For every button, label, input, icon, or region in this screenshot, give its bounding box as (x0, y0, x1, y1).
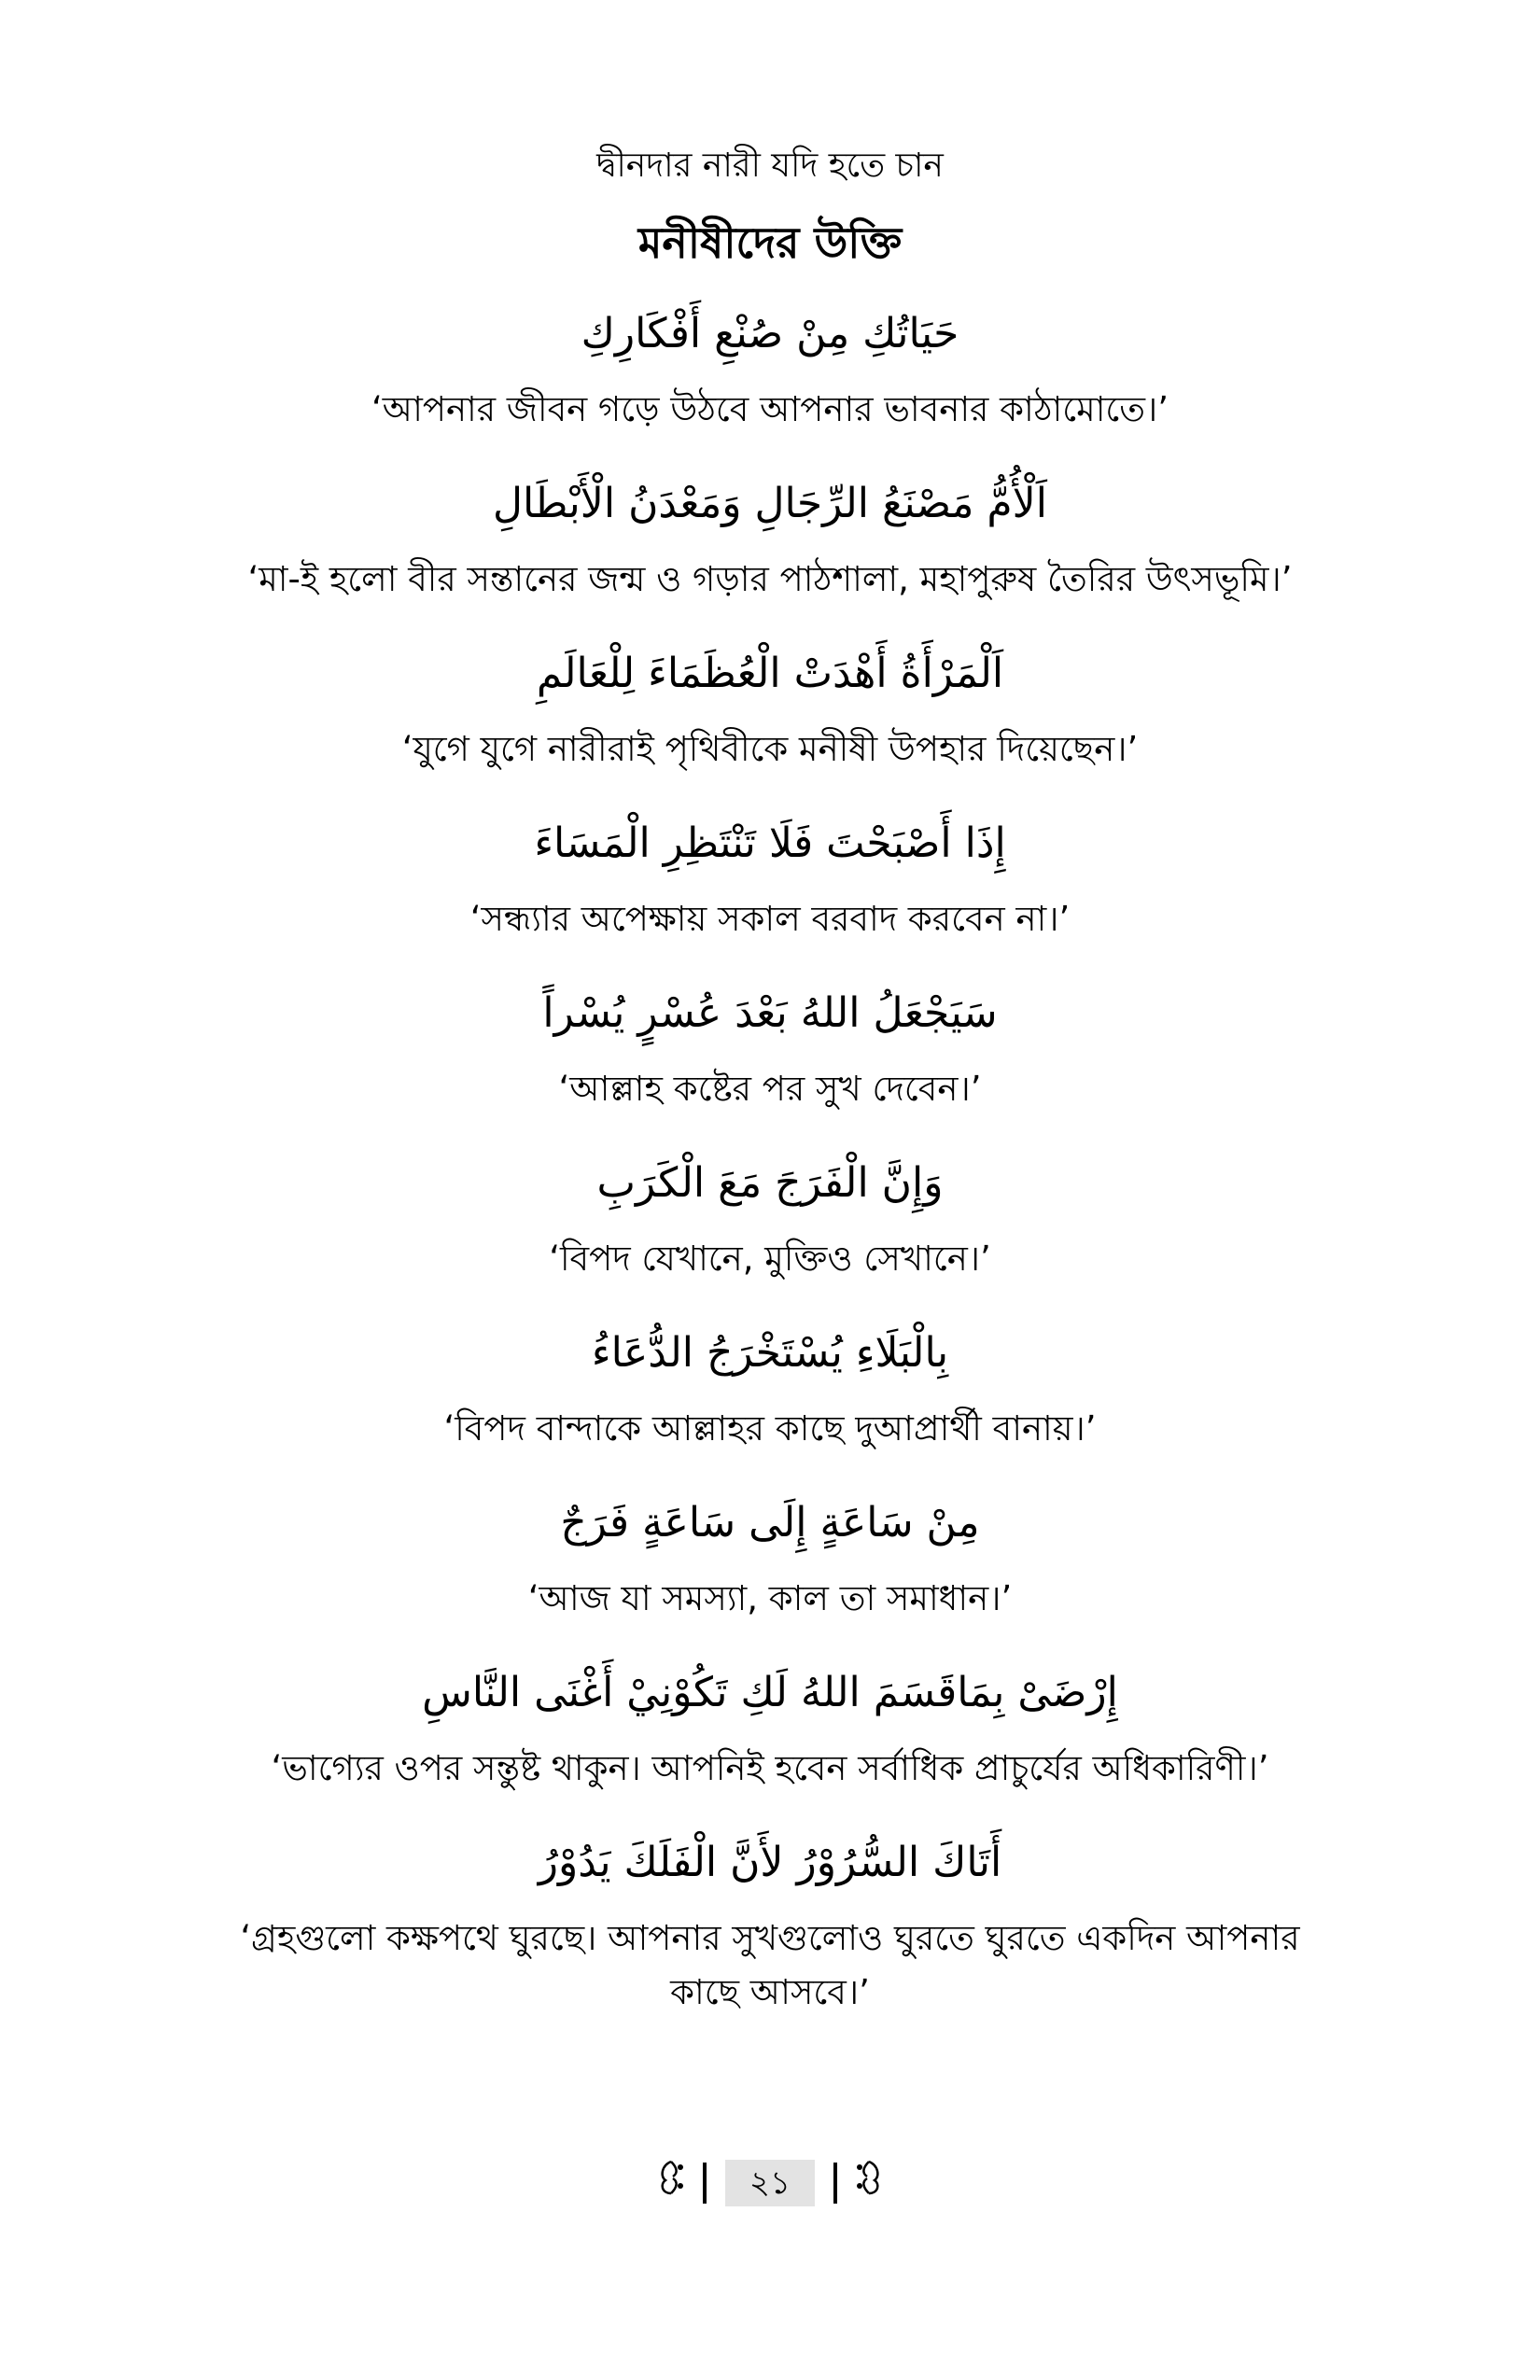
quote-translation: ‘আপনার জীবন গড়ে উঠবে আপনার ভাবনার কাঠামোতে।’ (371, 389, 1169, 429)
quote-item (205, 1826, 1335, 2020)
arabic-quote: وَإِنَّ الْفَرَجَ مَعَ الْكَرَبِ (596, 1159, 944, 1207)
quote-translation: ‘সন্ধ্যার অপেক্ষায় সকাল বরবাদ করবেন না।’ (469, 899, 1071, 939)
left-ornament-svg (652, 2156, 690, 2197)
arabic-quote: حَيَاتُكِ مِنْ صُنْعِ أَفْكَارِكِ (581, 310, 959, 357)
right-ornament-icon (850, 2156, 888, 2210)
page-number: ২১ (725, 2160, 815, 2206)
arabic-quote: سَيَجْعَلُ اللهُ بَعْدَ عُسْرٍ يُسْراً (542, 989, 998, 1037)
arabic-quote: اَلْمَرْأَةُ أَهْدَتْ الْعُظَمَاءَ لِلْعَالَمِ (536, 650, 1004, 697)
arabic-quote: بِالْبَلَاءِ يُسْتَخْرَجُ الدُّعَاءُ (591, 1329, 949, 1377)
left-ornament-icon (652, 2156, 690, 2210)
quote-translation: ‘বিপদ বান্দাকে আল্লাহর কাছে দুআপ্রার্থী বানায়।’ (443, 1408, 1097, 1449)
quote-translation: ‘আল্লাহ কষ্টের পর সুখ দেবেন।’ (558, 1069, 982, 1109)
quote-item (205, 976, 1335, 1116)
quote-item (205, 297, 1335, 437)
arabic-quote: إِرْضَىْ بِمَاقَسَمَ اللهُ لَكِ تَكُوْنِيْ أَغْنَى النَّاسِ (422, 1669, 1118, 1716)
left-divider-bar (703, 2163, 707, 2204)
right-divider-bar (833, 2163, 837, 2204)
quote-item (205, 467, 1335, 607)
quotes-list (205, 297, 1335, 2050)
quote-translation: ‘যুগে যুগে নারীরাই পৃথিবীকে মনীষী উপহার দিয়েছেন।’ (401, 729, 1139, 769)
quote-item (205, 1486, 1335, 1626)
quote-translation: ‘আজ যা সমস্যা, কাল তা সমাধান।’ (527, 1578, 1013, 1618)
quote-translation: ‘মা-ই হলো বীর সন্তানের জন্ম ও গড়ার পাঠশালা, মহাপুরুষ তৈরির উৎসভূমি।’ (247, 559, 1293, 599)
quote-item (205, 1146, 1335, 1286)
quote-item (205, 637, 1335, 777)
arabic-quote: مِنْ سَاعَةٍ إِلَى سَاعَةٍ فَرَجٌ (560, 1499, 980, 1547)
page-footer (0, 2156, 1540, 2210)
quote-item (205, 806, 1335, 946)
arabic-quote: إِذَا أَصْبَحْتَ فَلَا تَنْتَظِرِ الْمَسَاءَ (534, 819, 1006, 867)
arabic-quote: أَتَاكَ السُّرُوْرُ لأَنَّ الْفَلَكَ يَدُوْرُ (538, 1839, 1002, 1886)
page-title: মনীষীদের উক্তি (637, 217, 903, 268)
arabic-quote: اَلْأُمُّ مَصْنَعُ الرِّجَالِ وَمَعْدَنُ الْأَبْطَالِ (493, 480, 1047, 527)
quote-item (205, 1316, 1335, 1456)
running-header: দ্বীনদার নারী যদি হতে চান (596, 147, 944, 185)
quote-item (205, 1656, 1335, 1796)
quote-translation: ‘গ্রহগুলো কক্ষপথে ঘুরছে। আপনার সুখগুলোও ঘুরতে ঘুরতে একদিন আপনার কাছে আসবে।’ (240, 1918, 1300, 2012)
quote-translation: ‘বিপদ যেখানে, মুক্তিও সেখানে।’ (549, 1239, 991, 1279)
quote-translation: ‘ভাগ্যের ওপর সন্তুষ্ট থাকুন। আপনিই হবেন সর্বাধিক প্রাচুর্যের অধিকারিণী।’ (271, 1748, 1269, 1788)
right-ornament-svg (850, 2156, 888, 2197)
